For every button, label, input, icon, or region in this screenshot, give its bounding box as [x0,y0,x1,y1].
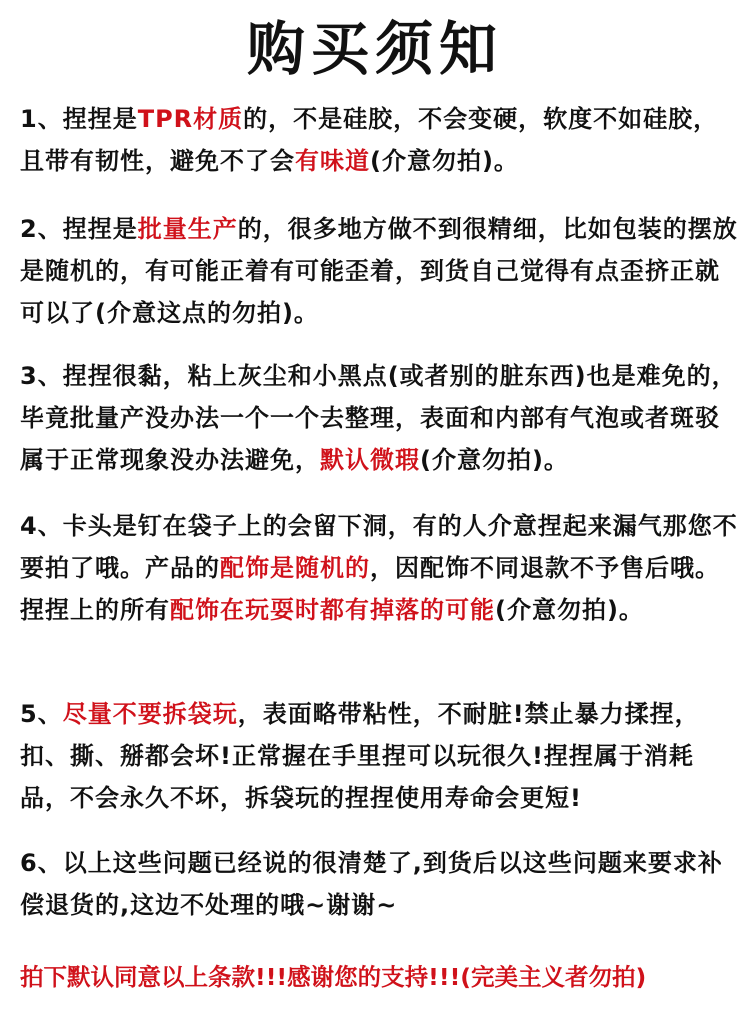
section-text: 3、捏捏很黏，粘上灰尘和小黑点(或者别的脏东西)也是难免的，毕竟批量产没办法一个一个去整理，表面和内部有气泡或者斑驳属于正常现象没办法避免， [20,362,737,474]
section-text: (介意勿拍)。 [370,147,519,175]
highlight-text: 默认微瑕 [320,446,420,474]
notice-section-6 [20,842,742,926]
section-text: 的，很多地方做不到很精细，比如包装的摆放是随机的，有可能正着有可能歪着，到货自己觉得有点歪挤正就可以了(介意这点的勿拍)。 [20,215,738,327]
notice-section-4 [20,505,742,631]
section-text: (介意勿拍)。 [420,446,569,474]
section-text: 6、以上这些问题已经说的很清楚了,到货后以这些问题来要求补偿退货的,这边不处理的哦~谢谢~ [20,849,723,919]
section-text: 的，不是硅胶，不会变硬，软度不如硅胶，且带有韧性，避免不了会 [20,105,719,175]
highlight-text: 批量生产 [137,215,238,243]
section-text: ，因配饰不同退款不予售后哦。捏捏上的所有 [20,554,720,624]
section-text: 2、捏捏是 [20,215,138,243]
highlight-text: 有味道 [295,147,370,175]
notice-section-5 [20,693,742,819]
section-text: ，表面略带粘性，不耐脏!禁止暴力揉捏，扣、撕、掰都会坏!正常握在手里捏可以玩很久!捏捏属于消耗品，不会永久不坏，拆袋玩的捏捏使用寿命会更短! [20,700,700,812]
section-text: 1、捏捏是 [20,105,138,133]
highlight-text: 配饰是随机的 [220,554,370,582]
page-title: 购买须知 [246,15,503,83]
notice-section-2 [20,208,742,334]
section-text: 4、卡头是钉在袋子上的会留下洞，有的人介意捏起来漏气那您不要拍了哦。产品的 [20,512,738,582]
notice-section-3 [20,355,742,481]
section-text: 5、 [20,700,63,728]
notice-section-1 [20,98,742,182]
highlight-text: 配饰在玩耍时都有掉落的可能 [170,596,495,624]
final-agreement-note: 拍下默认同意以上条款!!!感谢您的支持!!!(完美主义者勿拍) [20,963,647,991]
highlight-text: TPR材质 [137,105,244,133]
highlight-text: 尽量不要拆袋玩 [62,700,238,728]
section-text: (介意勿拍)。 [495,596,644,624]
